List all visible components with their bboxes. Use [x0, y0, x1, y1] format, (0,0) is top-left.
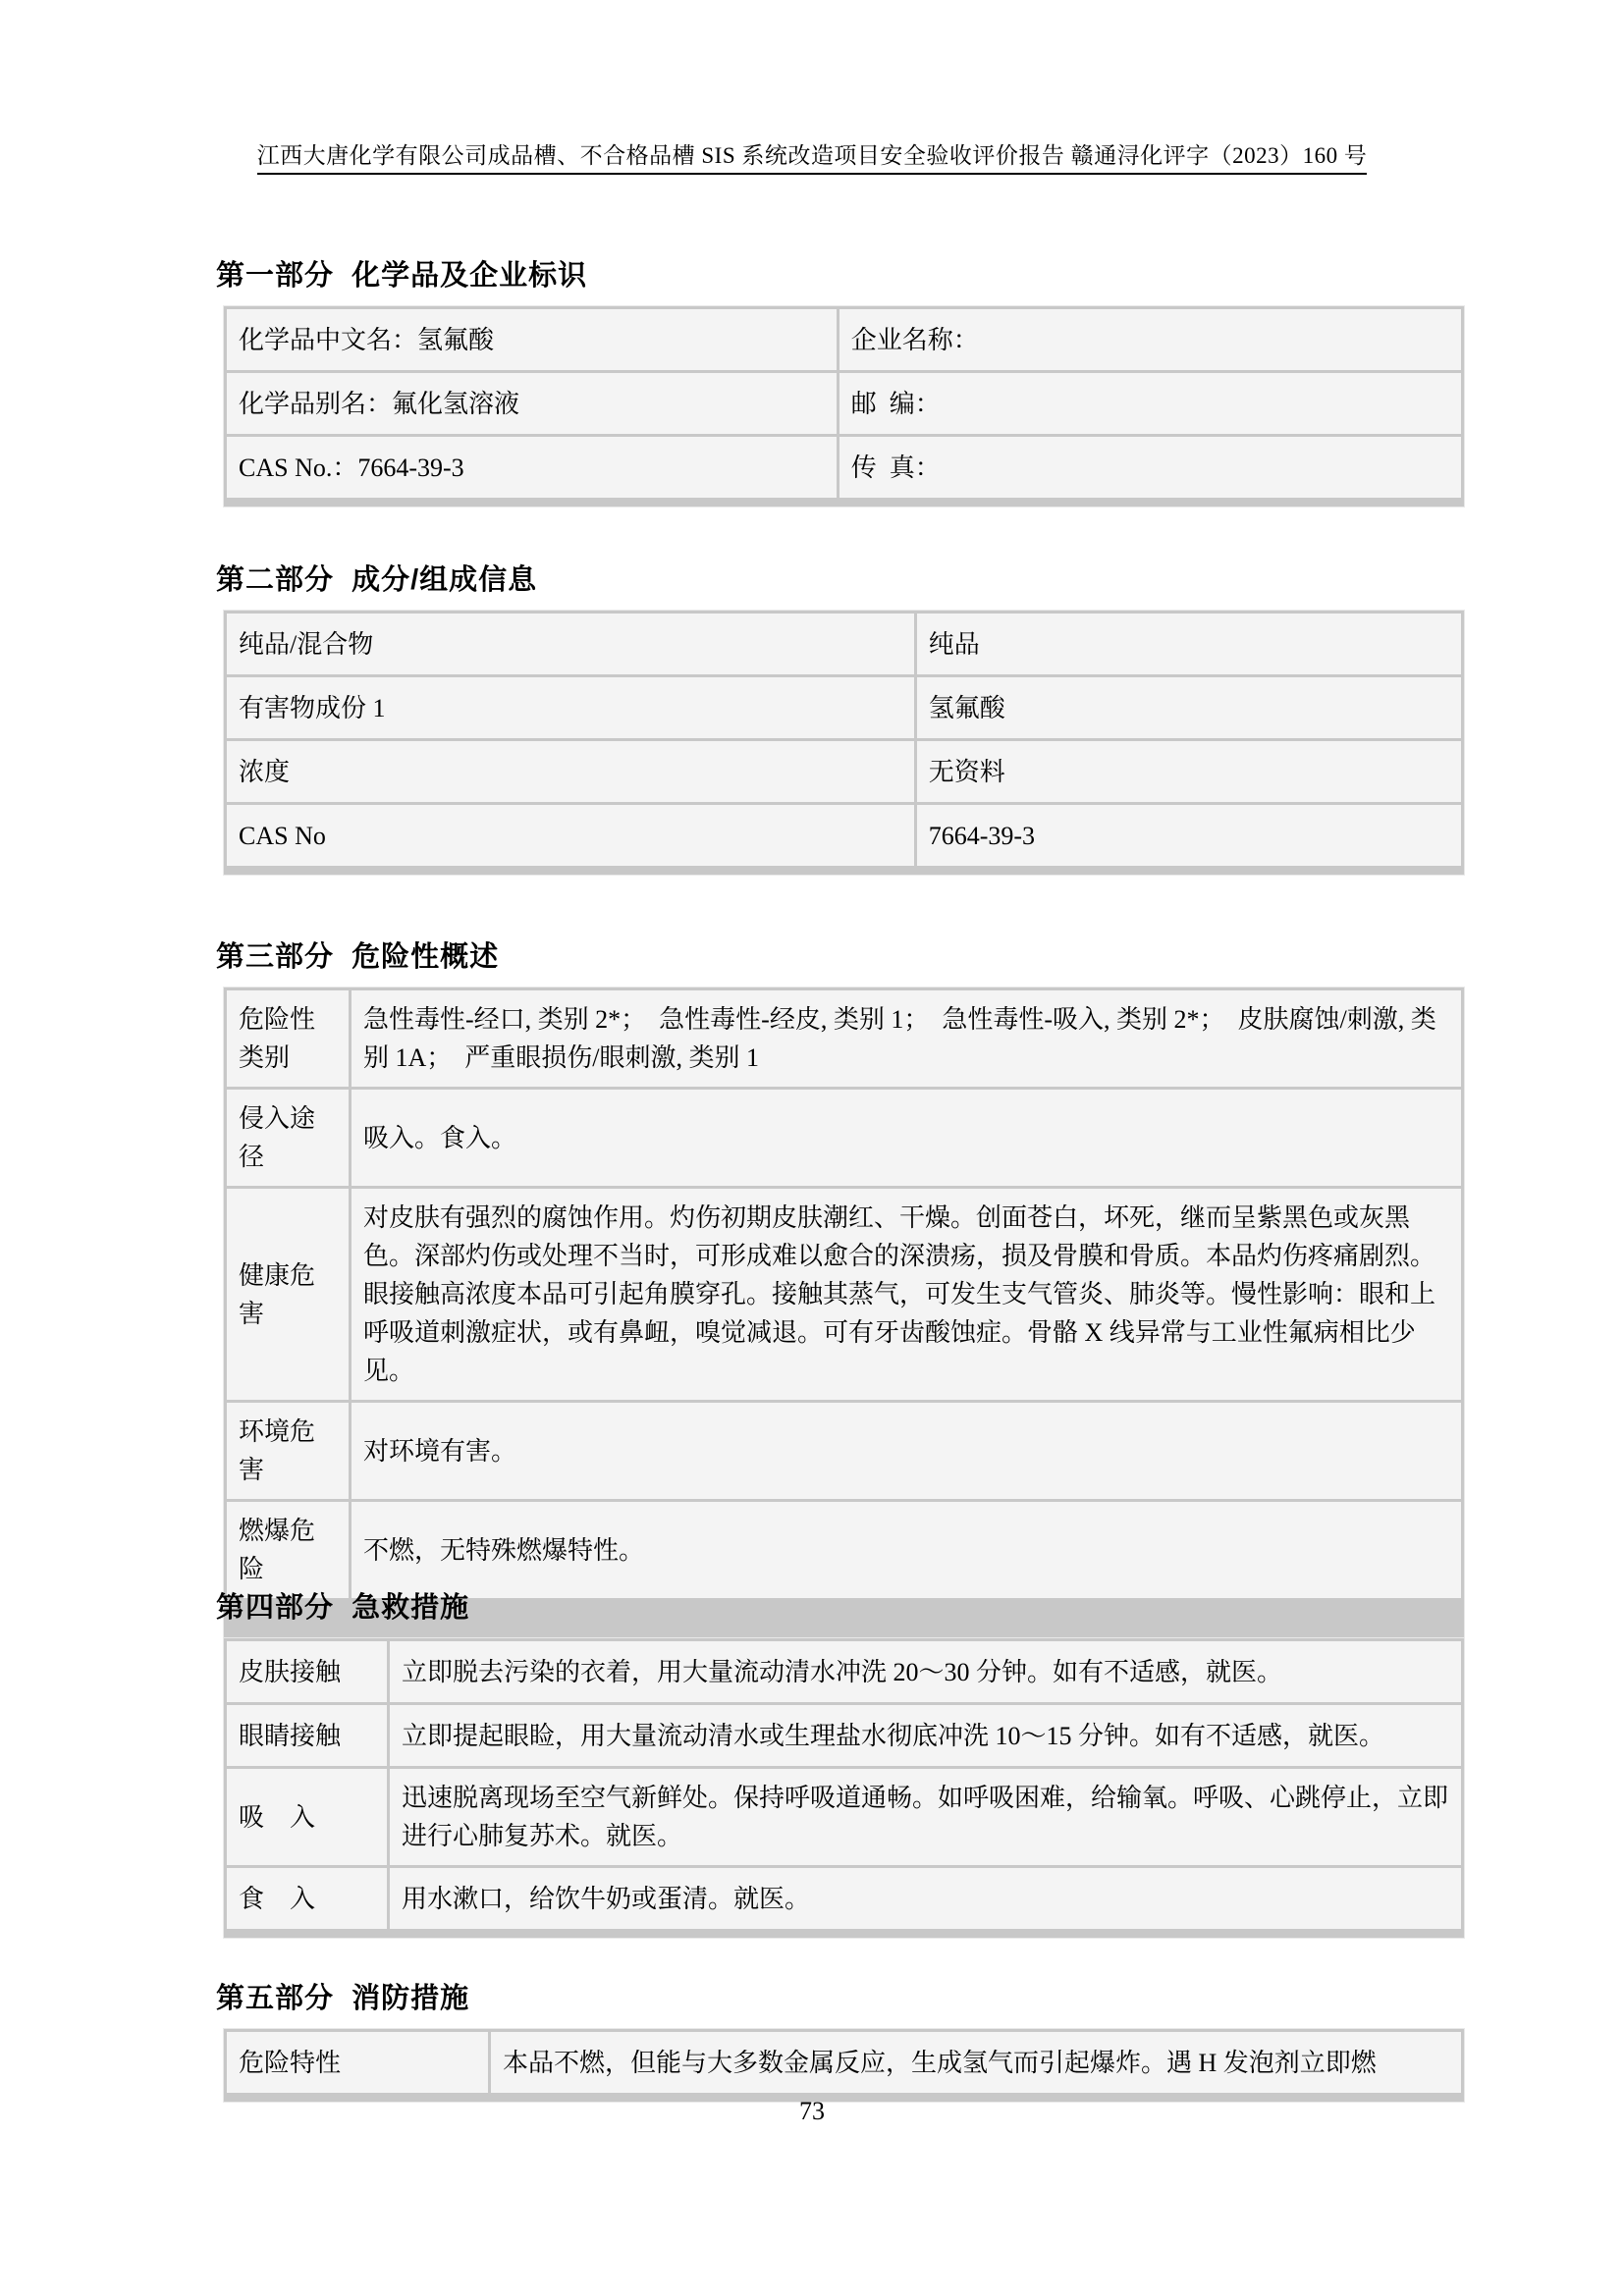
row-label-cell: 眼睛接触 — [227, 1705, 387, 1766]
row-value-cell: 立即脱去污染的衣着，用大量流动清水冲洗 20～30 分钟。如有不适感，就医。 — [390, 1641, 1461, 1702]
composition-table — [224, 611, 1464, 869]
table-row — [227, 741, 1461, 802]
hazard-overview-table — [224, 988, 1464, 1601]
section-title: 第五部分 消防措施 — [216, 1983, 470, 2014]
row-value-cell: 对环境有害。 — [352, 1403, 1461, 1499]
section-part5-fire-fighting — [216, 1976, 1464, 2102]
row-value-cell: 用水漱口，给饮牛奶或蛋清。就医。 — [390, 1868, 1461, 1929]
page-number: 73 — [799, 2097, 825, 2125]
section-part1-chemical-identification — [216, 253, 1464, 507]
table-row — [227, 1641, 1461, 1702]
table-row — [227, 990, 1461, 1087]
row-value-cell: 吸入。食入。 — [352, 1090, 1461, 1186]
row-value-cell: 企业名称： — [839, 309, 1461, 370]
table-wrapper — [224, 306, 1464, 507]
row-label-cell: 环境危害 — [227, 1403, 349, 1499]
row-label-cell: 纯品/混合物 — [227, 614, 914, 674]
table-row — [227, 1868, 1461, 1929]
table-row — [227, 309, 1461, 370]
row-label-cell: 浓度 — [227, 741, 914, 802]
table-row — [227, 614, 1461, 674]
section-title: 第四部分 急救措施 — [216, 1592, 470, 1624]
section-title: 第一部分 化学品及企业标识 — [216, 260, 588, 292]
section-part2-composition-info — [216, 558, 1464, 875]
row-value-cell: 本品不燃，但能与大多数金属反应，生成氢气而引起爆炸。遇 H 发泡剂立即燃 — [491, 2032, 1461, 2093]
table-row — [227, 1090, 1461, 1186]
row-label-cell: 化学品中文名：氢氟酸 — [227, 309, 837, 370]
row-label-cell: 侵入途径 — [227, 1090, 349, 1186]
running-header — [0, 137, 1624, 170]
chemical-identification-table — [224, 306, 1464, 501]
row-label-cell: 吸 入 — [227, 1769, 387, 1865]
first-aid-table — [224, 1638, 1464, 1932]
table-row — [227, 373, 1461, 434]
table-row — [227, 1403, 1461, 1499]
row-value-cell: 立即提起眼睑，用大量流动清水或生理盐水彻底冲洗 10～15 分钟。如有不适感，就医。 — [390, 1705, 1461, 1766]
row-value-cell: 无资料 — [917, 741, 1461, 802]
section-part4-first-aid — [216, 1585, 1464, 1938]
section-title: 第二部分 成分/组成信息 — [216, 564, 538, 596]
row-label-cell: 危险特性 — [227, 2032, 488, 2093]
row-value-cell: 对皮肤有强烈的腐蚀作用。灼伤初期皮肤潮红、干燥。创面苍白，坏死，继而呈紫黑色或灰黑色。深部灼伤或处理不当时，可形成难以愈合的深溃疡，损及骨膜和骨质。本品灼伤疼痛剧烈。眼接触高浓度本品可引起角膜穿孔。接触其蒸气，可发生支气管炎、肺炎等。慢性影响：眼和上呼吸道刺激症状，或有鼻衄，嗅觉减退。可有牙齿酸蚀症。骨骼 X 线异常与工业性氟病相比少见。 — [352, 1189, 1461, 1400]
row-label-cell: 皮肤接触 — [227, 1641, 387, 1702]
row-label-cell: 化学品别名：氟化氢溶液 — [227, 373, 837, 434]
table-wrapper — [224, 988, 1464, 1656]
section-title: 第三部分 危险性概述 — [216, 941, 500, 973]
row-label-cell: 健康危害 — [227, 1189, 349, 1400]
table-row — [227, 805, 1461, 866]
row-label-cell: 危险性类别 — [227, 990, 349, 1087]
section-part3-hazard-overview — [216, 934, 1464, 1656]
table-wrapper — [224, 1638, 1464, 1938]
table-row — [227, 1705, 1461, 1766]
row-value-cell: 不燃，无特殊燃爆特性。 — [352, 1502, 1461, 1598]
row-label-cell: 燃爆危险 — [227, 1502, 349, 1598]
table-row — [227, 2032, 1461, 2093]
row-label-cell: CAS No.：7664-39-3 — [227, 437, 837, 498]
report-title: 江西大唐化学有限公司成品槽、不合格品槽 SIS 系统改造项目安全验收评价报告 赣通浔化评字（2023）160 号 — [257, 143, 1368, 175]
row-value-cell: 急性毒性-经口, 类别 2*； 急性毒性-经皮, 类别 1； 急性毒性-吸入, 类别 2*； 皮肤腐蚀/刺激, 类别 1A； 严重眼损伤/眼刺激, 类别 1 — [352, 990, 1461, 1087]
row-value-cell: 7664-39-3 — [917, 805, 1461, 866]
table-row — [227, 437, 1461, 498]
table-row — [227, 1769, 1461, 1865]
row-value-cell: 氢氟酸 — [917, 677, 1461, 738]
table-row — [227, 1502, 1461, 1598]
row-value-cell: 迅速脱离现场至空气新鲜处。保持呼吸道通畅。如呼吸困难，给输氧。呼吸、心跳停止，立即进行心肺复苏术。就医。 — [390, 1769, 1461, 1865]
fire-fighting-table — [224, 2029, 1464, 2096]
row-label-cell: CAS No — [227, 805, 914, 866]
table-row — [227, 1189, 1461, 1400]
row-label-cell: 有害物成份 1 — [227, 677, 914, 738]
table-row — [227, 677, 1461, 738]
table-wrapper — [224, 2029, 1464, 2102]
row-value-cell: 纯品 — [917, 614, 1461, 674]
row-label-cell: 食 入 — [227, 1868, 387, 1929]
row-value-cell: 邮 编： — [839, 373, 1461, 434]
row-value-cell: 传 真： — [839, 437, 1461, 498]
table-wrapper — [224, 611, 1464, 875]
